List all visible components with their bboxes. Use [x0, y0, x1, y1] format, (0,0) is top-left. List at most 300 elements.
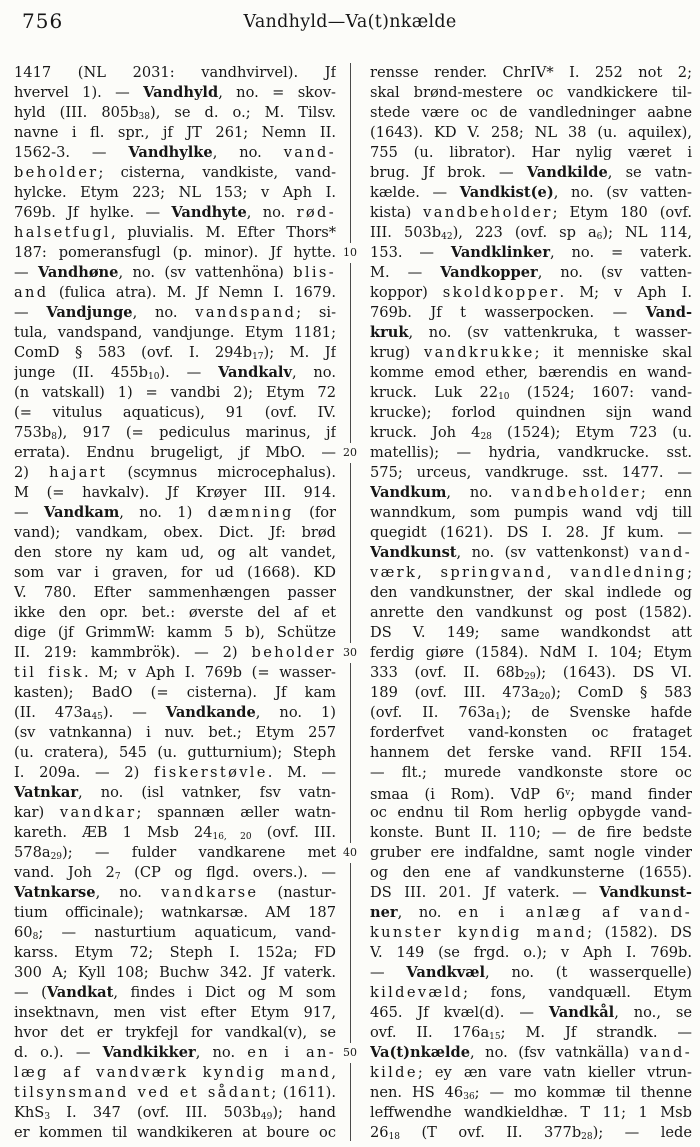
body-text: , no. (t wasserquelle): [485, 964, 692, 981]
body-text: wanndkum, som pumpis wand vdj till: [370, 504, 692, 521]
body-text: . M. —: [267, 764, 336, 781]
text-line: [370, 543, 692, 563]
body-text: V. 780. Efter sammenhængen passer: [14, 584, 336, 601]
body-text: 10: [148, 372, 160, 382]
body-text: —: [14, 504, 44, 521]
text-line: [14, 1043, 336, 1063]
body-text: matellis); — hydria, vandkrucke. sst.: [370, 444, 692, 461]
text-line: [370, 103, 692, 123]
body-text: , no.: [397, 904, 458, 921]
text-line: [370, 383, 692, 403]
text-line: [370, 583, 692, 603]
body-text: beholder: [251, 644, 336, 661]
body-text: hvor det er trykfejl for vandkal(v), se: [14, 1024, 336, 1041]
body-text: ; — nasturtium aquaticum, vand-: [38, 924, 336, 941]
body-text: (n vatskall) 1) = vandbi 2); Etym 72: [14, 384, 336, 401]
body-text: , no. = vaterk.: [550, 244, 692, 261]
body-text: ), se d. o.; M. Tilsv.: [150, 104, 336, 121]
lemma-text: Vandkopper: [440, 264, 538, 281]
body-text: kruck. Luk 22: [370, 384, 499, 401]
body-text: (for: [293, 504, 336, 521]
body-text: brug. Jf brok. —: [370, 164, 527, 181]
body-text: vandspand: [195, 304, 297, 321]
body-text: — (: [14, 984, 47, 1001]
text-line: [370, 723, 692, 743]
text-line: [370, 1123, 692, 1143]
body-text: vand-: [639, 1044, 692, 1061]
body-text: koppor): [370, 284, 443, 301]
text-line: [14, 383, 336, 403]
body-text: som var i graven, for ud (1668). KD: [14, 564, 336, 581]
body-text: den store ny kam ud, og alt vandet,: [14, 544, 336, 561]
text-line: [370, 963, 692, 983]
body-text: 29: [50, 852, 63, 862]
body-text: , no. (sv vatten-: [553, 184, 692, 201]
body-text: ), 223 (ovf. sp a: [452, 224, 597, 241]
body-text: vand. Joh 2: [14, 864, 115, 881]
body-text: 153. —: [370, 244, 451, 261]
text-line: [370, 503, 692, 523]
body-text: krucke); forlod quindnen sijn wand: [370, 404, 692, 421]
text-line: [14, 243, 336, 263]
body-text: ); ComD § 583: [550, 684, 692, 701]
body-text: ); NL 114,: [602, 224, 692, 241]
body-text: kar): [14, 804, 60, 821]
body-text: kareth. ÆB 1 Msb 24: [14, 824, 213, 841]
text-line: [14, 1003, 336, 1023]
body-text: , findes i Dict og M som: [113, 984, 336, 1001]
body-text: dige (jf GrimmW: kamm 5 b), Schütze: [14, 624, 336, 641]
text-line: [370, 183, 692, 203]
text-line: [14, 743, 336, 763]
body-text: , no.: [195, 1044, 248, 1061]
text-line: [14, 183, 336, 203]
body-text: værk, springvand, vandledning: [370, 564, 688, 581]
body-text: I. 209a. — 2): [14, 764, 155, 781]
body-text: ); — fulder vandkarene met: [62, 844, 336, 861]
body-text: . M; v Aph I. 769b (= wasser-: [83, 664, 336, 681]
gutter-line-number: 40: [336, 843, 364, 863]
body-text: ; ey æn vare vatn kieller vtrun-: [417, 1064, 692, 1081]
lemma-text: Vandkande: [165, 704, 256, 721]
body-text: kunster kyndig mand: [370, 924, 588, 941]
body-text: ); de Svenske hafde: [500, 704, 692, 721]
lemma-text: Vandkat: [46, 984, 114, 1001]
body-text: konste. Bunt II. 110; — de fire bedste: [370, 824, 692, 841]
body-text: ; (1582). DS: [587, 924, 692, 941]
body-text: 10: [498, 392, 510, 402]
text-line: [370, 123, 692, 143]
text-line: [14, 503, 336, 523]
text-line: [14, 323, 336, 343]
body-text: 465. Jf kvæl(d). —: [370, 1004, 549, 1021]
text-line: [370, 523, 692, 543]
body-text: —: [370, 964, 407, 981]
body-text: vandbeholder: [511, 484, 641, 501]
body-text: , no. (sv vattenkonst): [456, 544, 640, 561]
body-text: smaa (i Rom). VdP 6: [370, 786, 566, 803]
body-text: til fisk: [14, 664, 84, 681]
gutter-line-number: 10: [336, 243, 364, 263]
text-line: [14, 1063, 336, 1083]
text-line: [370, 223, 692, 243]
body-text: 49: [260, 1112, 273, 1122]
body-text: , no. (sv vattenkruka, t wasser-: [408, 324, 692, 341]
text-line: [370, 843, 692, 863]
lemma-text: Vand-: [645, 304, 692, 321]
body-text: (sv vatnkanna) i nuv. bet.; Etym 257: [14, 724, 336, 741]
body-text: ; M. Jf strandk. —: [500, 1024, 692, 1041]
body-text: , no. (fsv vatnkälla): [469, 1044, 640, 1061]
body-text: tium officinale); watnkarsæ. AM 187: [14, 904, 336, 921]
lemma-text: Vandhyld: [143, 84, 219, 101]
body-text: ), 917 (= pediculus marinus, jf: [56, 424, 336, 441]
body-text: vandkrukke: [424, 344, 535, 361]
body-text: 29: [524, 672, 536, 682]
text-line: [14, 563, 336, 583]
body-text: errata). Endnu brugeligt, jf MbO. —: [14, 444, 336, 461]
text-line: [370, 563, 692, 583]
body-text: —: [14, 304, 47, 321]
text-line: [14, 403, 336, 423]
body-text: v: [565, 788, 571, 798]
text-line: [14, 263, 336, 283]
body-text: kælde. —: [370, 184, 460, 201]
lemma-text: ner: [370, 904, 398, 921]
text-line: [14, 143, 336, 163]
text-line: [14, 203, 336, 223]
body-text: , no. (sv vatten-: [537, 264, 692, 281]
text-line: [370, 923, 692, 943]
running-header: Vandhyld—Va(t)nkælde: [243, 12, 457, 32]
body-text: II. 219: kammbrök). — 2): [14, 644, 252, 661]
text-line: [370, 83, 692, 103]
body-text: rensse render. ChrIV* I. 252 not 2;: [370, 64, 692, 81]
body-text: ; spannæn æller watn-: [136, 804, 336, 821]
body-text: er kommen til wandkikeren at boure oc: [14, 1124, 336, 1141]
text-line: [370, 1103, 692, 1123]
text-line: [370, 783, 692, 803]
text-line: [370, 263, 692, 283]
body-text: vand-: [283, 144, 336, 161]
body-text: hvervel 1). —: [14, 84, 144, 101]
body-text: III. 503b: [370, 224, 442, 241]
body-text: navne i fl. spr., jf JT 261; Nemn II.: [14, 124, 336, 141]
body-text: nen. HS 46: [370, 1084, 464, 1101]
body-text: ). —: [102, 704, 166, 721]
body-text: halsetfugl: [14, 224, 111, 241]
lemma-text: kruk: [370, 324, 409, 341]
body-text: 60: [14, 924, 33, 941]
text-line: [14, 763, 336, 783]
text-line: [14, 983, 336, 1003]
body-text: kasten); BadO (= cisterna). Jf kam: [14, 684, 336, 701]
body-text: 18: [388, 1132, 401, 1142]
text-line: [14, 1023, 336, 1043]
body-text: tula, vandspand, vandjunge. Etym 1181;: [14, 324, 336, 341]
text-line: [14, 63, 336, 83]
body-text: and: [14, 284, 49, 301]
body-text: kildevæld: [370, 984, 464, 1001]
body-text: DS III. 201. Jf vaterk. —: [370, 884, 600, 901]
body-text: ;: [687, 564, 692, 581]
text-line: [14, 663, 336, 683]
body-text: 769b. Jf t wasserpocken. —: [370, 304, 646, 321]
text-line: [370, 983, 692, 1003]
lemma-text: Va(t)nkælde: [370, 1044, 470, 1061]
text-line: [14, 363, 336, 383]
body-text: (1524; 1607: vand-: [509, 384, 692, 401]
text-line: [14, 923, 336, 943]
text-line: [370, 623, 692, 643]
body-text: DS V. 149; same wandkondst att: [370, 624, 692, 641]
body-text: komme emod ether, bærendis en wand-: [370, 364, 692, 381]
body-text: gruber ere indfaldne, samt nogle vinder: [370, 844, 692, 861]
lemma-text: Vandkam: [44, 504, 120, 521]
body-text: 38: [138, 112, 150, 122]
body-text: rød-: [296, 204, 336, 221]
text-line: [14, 343, 336, 363]
text-line: [370, 163, 692, 183]
text-line: [14, 583, 336, 603]
body-text: vandbeholder: [423, 204, 553, 221]
body-text: ; cisterna, vandkiste, vand-: [98, 164, 336, 181]
body-text: ComD § 583 (ovf. I. 294b: [14, 344, 253, 361]
body-text: quegidt (1621). DS I. 28. Jf kum. —: [370, 524, 692, 541]
text-line: [370, 143, 692, 163]
body-text: ; mand finder: [570, 786, 692, 803]
text-line: [14, 83, 336, 103]
body-text: , no.: [95, 884, 162, 901]
text-line: [14, 223, 336, 243]
text-line: [370, 1083, 692, 1103]
text-line: [14, 803, 336, 823]
body-text: , no.: [446, 484, 512, 501]
body-text: 28: [581, 1132, 593, 1142]
body-text: anrette den vandkunst og post (1582).: [370, 604, 692, 621]
body-text: (1524); Etym 723 (u.: [491, 424, 692, 441]
body-text: 20: [538, 692, 551, 702]
body-text: ); — lede: [592, 1124, 692, 1141]
body-text: hylcke. Etym 223; NL 153; v Aph I.: [14, 184, 336, 201]
body-text: (T ovf. II. 377b: [400, 1124, 582, 1141]
lemma-text: Vandjunge: [46, 304, 133, 321]
body-text: 575; urceus, vandkruge. sst. 1477. —: [370, 464, 692, 481]
body-text: V. 149 (se frgd. o.); v Aph I. 769b.: [370, 944, 692, 961]
text-line: [370, 863, 692, 883]
body-text: ; — mo kommæ til thenne: [474, 1084, 692, 1101]
text-line: [14, 863, 336, 883]
body-text: ; enn: [640, 484, 692, 501]
body-text: 6: [596, 232, 603, 242]
text-line: [370, 323, 692, 343]
body-text: krug): [370, 344, 425, 361]
body-text: beholder: [14, 164, 99, 181]
body-text: ); M. Jf: [263, 344, 336, 361]
body-text: 755 (u. librator). Har nylig været i: [370, 144, 692, 161]
text-line: [370, 763, 692, 783]
lemma-text: Vandklinker: [450, 244, 551, 261]
text-line: [14, 823, 336, 843]
body-text: ; it menniske skal: [534, 344, 692, 361]
left-column: [14, 63, 336, 1143]
body-text: 769b. Jf hylke. —: [14, 204, 172, 221]
body-text: 578a: [14, 844, 51, 861]
lemma-text: Vandhøne: [37, 264, 119, 281]
body-text: skal brønd-mestere oc vandkickere til-: [370, 84, 692, 101]
body-text: , no.: [212, 144, 284, 161]
text-line: [14, 1083, 336, 1103]
text-line: [14, 423, 336, 443]
body-text: ; fons, vandquæll. Etym: [463, 984, 692, 1001]
text-line: [14, 443, 336, 463]
body-text: ; (1611).: [271, 1084, 336, 1101]
lemma-text: Vandkalv: [218, 364, 292, 381]
text-line: [370, 603, 692, 623]
body-text: 1562-3. —: [14, 144, 129, 161]
lemma-text: Vandkunst: [370, 544, 457, 561]
body-text: 300 A; Kyll 108; Buchw 342. Jf vaterk.: [14, 964, 336, 981]
body-text: , no., se: [614, 1004, 692, 1021]
text-line: [14, 283, 336, 303]
body-text: kilde: [370, 1064, 418, 1081]
body-text: læg af vandværk kyndig mand: [14, 1064, 332, 1081]
body-text: , no.: [291, 364, 336, 381]
body-text: 3: [44, 1112, 51, 1122]
text-line: [370, 463, 692, 483]
text-line: [14, 723, 336, 743]
body-text: og den ene af vandkunsterne (1655).: [370, 864, 692, 881]
body-text: vand-: [639, 544, 692, 561]
text-line: [14, 683, 336, 703]
body-text: (fulica atra). M. Jf Nemn I. 1679.: [48, 284, 336, 301]
body-text: 42: [441, 232, 453, 242]
text-line: [14, 903, 336, 923]
body-text: forderfvet vand-konsten oc frataget: [370, 724, 692, 741]
body-text: 1417 (NL 2031: vandhvirvel). Jf: [14, 64, 336, 81]
body-text: , pluvialis. M. Efter Thors*: [110, 224, 336, 241]
body-text: 15: [489, 1032, 501, 1042]
body-text: , no. (isl vatnker, fsv vatn-: [78, 784, 336, 801]
body-text: ; si-: [296, 304, 336, 321]
body-text: I. 347 (ovf. III. 503b: [50, 1104, 261, 1121]
text-line: [370, 823, 692, 843]
body-text: oc endnu til Rom herlig opbygde vand-: [370, 804, 692, 821]
body-text: 187: pomeransfugl (p. minor). Jf hytte.: [14, 244, 336, 261]
body-text: 45: [91, 712, 103, 722]
text-line: [14, 843, 336, 863]
body-text: (scymnus microcephalus).: [107, 464, 336, 481]
text-line: [14, 623, 336, 643]
text-line: [370, 203, 692, 223]
body-text: (nastur-: [258, 884, 336, 901]
body-text: blis-: [293, 264, 336, 281]
body-text: — flt.; murede vandkonste store oc: [370, 764, 692, 781]
lemma-text: Vatnkarse: [14, 884, 96, 901]
body-text: , no. = skov-: [218, 84, 336, 101]
text-line: [14, 603, 336, 623]
body-text: (II. 473a: [14, 704, 92, 721]
body-text: M. —: [370, 264, 441, 281]
right-column: [370, 63, 692, 1143]
body-text: insektnavn, men vist efter Etym 917,: [14, 1004, 336, 1021]
body-text: KhS: [14, 1104, 45, 1121]
body-text: M (= havkalv). Jf Krøyer III. 914.: [14, 484, 336, 501]
body-text: ovf. II. 176a: [370, 1024, 490, 1041]
body-text: 333 (ovf. II. 68b: [370, 664, 525, 681]
body-text: 1: [494, 712, 501, 722]
text-line: [370, 363, 692, 383]
text-line: [14, 943, 336, 963]
body-text: fiskerstøvle: [154, 764, 268, 781]
text-line: [14, 883, 336, 903]
body-text: leffwendhe wandkieldhæ. T 11; 1 Msb: [370, 1104, 692, 1121]
body-text: 2): [14, 464, 50, 481]
text-line: [370, 903, 692, 923]
body-text: kruck. Joh 4: [370, 424, 481, 441]
body-text: vand); vandkam, obex. Dict. Jf: brød: [14, 524, 336, 541]
text-line: [14, 1123, 336, 1143]
text-line: [370, 943, 692, 963]
body-text: 189 (ovf. III. 473a: [370, 684, 539, 701]
body-text: hannem det ferske vand. RFII 154.: [370, 744, 692, 761]
body-text: 7: [114, 872, 121, 882]
body-text: 16, 20: [212, 832, 252, 842]
text-line: [370, 643, 692, 663]
text-line: [370, 683, 692, 703]
body-text: karss. Etym 72; Steph I. 152a; FD: [14, 944, 336, 961]
text-line: [14, 543, 336, 563]
text-line: [370, 343, 692, 363]
lemma-text: Vandkilde: [526, 164, 608, 181]
body-text: (= vitulus aquaticus), 91 (ovf. IV.: [14, 404, 336, 421]
text-line: [14, 303, 336, 323]
body-text: 36: [463, 1092, 475, 1102]
text-line: [14, 523, 336, 543]
text-line: [370, 443, 692, 463]
text-line: [14, 643, 336, 663]
body-text: . M; v Aph I.: [559, 284, 692, 301]
body-text: stede være oc de vandledninger aabne: [370, 104, 692, 121]
text-line: [14, 783, 336, 803]
text-line: [370, 483, 692, 503]
lemma-text: Vandkål: [548, 1004, 615, 1021]
page-number: 756: [22, 9, 64, 33]
body-text: skoldkopper: [442, 284, 560, 301]
body-text: hajart: [49, 464, 108, 481]
gutter-line-number: 30: [336, 643, 364, 663]
body-text: (1643). KD V. 258; NL 38 (u. aquilex),: [370, 124, 692, 141]
body-text: 753b: [14, 424, 52, 441]
body-text: den vandkunstner, der skal indlede og: [370, 584, 692, 601]
body-text: , no. 1): [255, 704, 336, 721]
text-line: [370, 1043, 692, 1063]
text-line: [370, 1063, 692, 1083]
text-line: [370, 243, 692, 263]
body-text: 17: [252, 352, 264, 362]
text-line: [370, 283, 692, 303]
text-line: [370, 1023, 692, 1043]
body-text: (ovf. II. 763a: [370, 704, 495, 721]
body-text: ); hand: [272, 1104, 336, 1121]
body-text: 28: [480, 432, 492, 442]
body-text: ); (1643). DS VI.: [535, 664, 692, 681]
body-text: 8: [32, 932, 39, 942]
text-line: [370, 403, 692, 423]
column-divider-rule: [350, 63, 351, 1141]
text-line: [370, 803, 692, 823]
body-text: ; Etym 180 (ovf.: [552, 204, 692, 221]
